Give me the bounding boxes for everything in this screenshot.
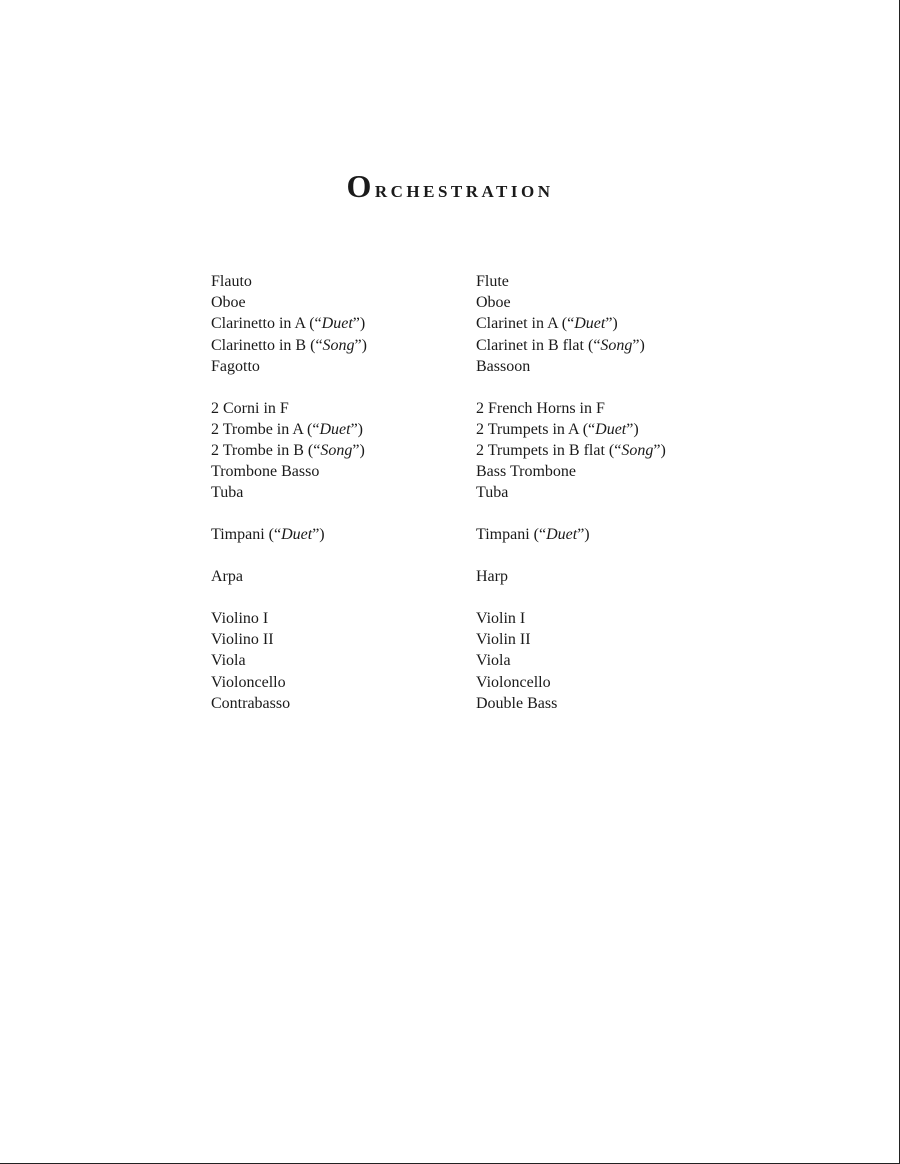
piece-note: Song [621, 442, 654, 459]
piece-note: Song [322, 336, 355, 354]
instrument-name: Oboe [476, 294, 511, 312]
instrument-name: 2 Corni in F [211, 399, 289, 417]
instrument-line [211, 672, 367, 693]
instrument-name: Flauto [211, 273, 252, 290]
instrument-line: Clarinetto in A (“Duet”) [211, 315, 366, 333]
instrument-name: Arpa [211, 568, 243, 586]
instrument-name: Clarinetto in A [211, 315, 306, 333]
instrument-line [211, 271, 367, 292]
instrument-name: 2 Trumpets in A [476, 420, 579, 438]
instrument-name: Violino I [211, 610, 269, 627]
instrument-group [211, 608, 367, 714]
instrument-group [476, 271, 666, 377]
instrument-line: Clarinet in A (“Duet”) [476, 315, 618, 333]
instrument-line [476, 693, 666, 714]
piece-note: Duet [319, 420, 351, 438]
instrument-line: 2 Trombe in B (“Song”) [211, 442, 365, 459]
instrument-name: Timpani [211, 526, 265, 544]
piece-note: Duet [321, 315, 353, 333]
instrument-name: Violino II [211, 631, 274, 649]
instrument-line [476, 482, 666, 503]
instrument-line: 2 Trumpets in B flat (“Song”) [476, 442, 666, 459]
instrument-name: Clarinetto in B [211, 336, 307, 354]
instrument-line [211, 461, 367, 482]
instrument-name: Bassoon [476, 357, 531, 375]
instrument-name: Viola [476, 652, 511, 670]
instrument-line [211, 629, 367, 650]
instrument-line: Timpani (“Duet”) [476, 526, 590, 544]
instrument-name: Violoncello [211, 673, 286, 691]
instrument-line [211, 693, 367, 714]
instrument-group [476, 398, 666, 504]
instrument-line [476, 566, 666, 587]
instrument-group [476, 566, 666, 587]
instrument-line [476, 650, 666, 671]
instrument-line [476, 608, 666, 629]
instrument-line [476, 356, 666, 377]
instrument-name: Timpani [476, 526, 530, 544]
instrument-name: 2 Trumpets in B flat [476, 442, 605, 459]
instrument-name: Bass Trombone [476, 463, 577, 481]
instrument-line [211, 356, 367, 377]
piece-note: Duet [574, 315, 606, 333]
piece-note: Duet [546, 526, 578, 544]
instrument-name: Clarinet in B flat [476, 336, 584, 354]
page-title-initial: O [346, 168, 375, 204]
instrument-name: Contrabasso [211, 694, 291, 712]
instrument-line: 2 Trumpets in A (“Duet”) [476, 420, 639, 438]
instrument-line: 2 Trombe in A (“Duet”) [211, 420, 364, 438]
instrument-name: Harp [476, 568, 508, 586]
instrument-group [476, 608, 666, 714]
page-title [0, 168, 900, 205]
instrument-name: Viola [211, 652, 246, 670]
english-instrument-list [476, 271, 666, 735]
instrument-name: Tuba [476, 484, 509, 502]
instrument-line [476, 271, 666, 292]
piece-note: Duet [281, 526, 313, 544]
instrument-line [476, 461, 666, 482]
instrument-name: Violoncello [476, 673, 551, 691]
instrument-name: Violin II [476, 631, 531, 649]
instrument-line [211, 608, 367, 629]
instrument-name: Clarinet in A [476, 315, 558, 333]
instrument-name: Tuba [211, 484, 244, 502]
instrument-name: Flute [476, 273, 509, 290]
instrument-line [211, 398, 367, 419]
instrument-line [211, 650, 367, 671]
instrument-name: Trombone Basso [211, 463, 320, 481]
instrument-line [476, 292, 666, 313]
instrument-line [476, 398, 666, 419]
piece-note: Song [600, 336, 633, 354]
instrument-line: Timpani (“Duet”) [211, 526, 325, 544]
instrument-name: Violin I [476, 610, 526, 627]
instrument-name: Oboe [211, 294, 246, 312]
page-title-rest: rchestration [374, 177, 554, 203]
instrument-line [211, 292, 367, 313]
instrument-name: 2 Trombe in B [211, 442, 304, 459]
instrument-name: 2 French Horns in F [476, 399, 605, 417]
instrument-group [211, 398, 367, 504]
instrument-line [211, 482, 367, 503]
instrument-group [476, 524, 666, 545]
piece-note: Song [320, 442, 353, 459]
italian-instrument-list [211, 271, 367, 735]
instrument-line: Clarinet in B flat (“Song”) [476, 336, 645, 354]
instrument-group [211, 524, 367, 545]
instrument-group [211, 566, 367, 587]
instrument-line [211, 566, 367, 587]
instrument-line: Clarinetto in B (“Song”) [211, 336, 367, 354]
instrument-name: 2 Trombe in A [211, 420, 304, 438]
instrument-line [476, 629, 666, 650]
instrument-name: Double Bass [476, 694, 558, 712]
instrument-name: Fagotto [211, 357, 260, 375]
instrument-group [211, 271, 367, 377]
instrument-line [476, 672, 666, 693]
piece-note: Duet [595, 420, 627, 438]
